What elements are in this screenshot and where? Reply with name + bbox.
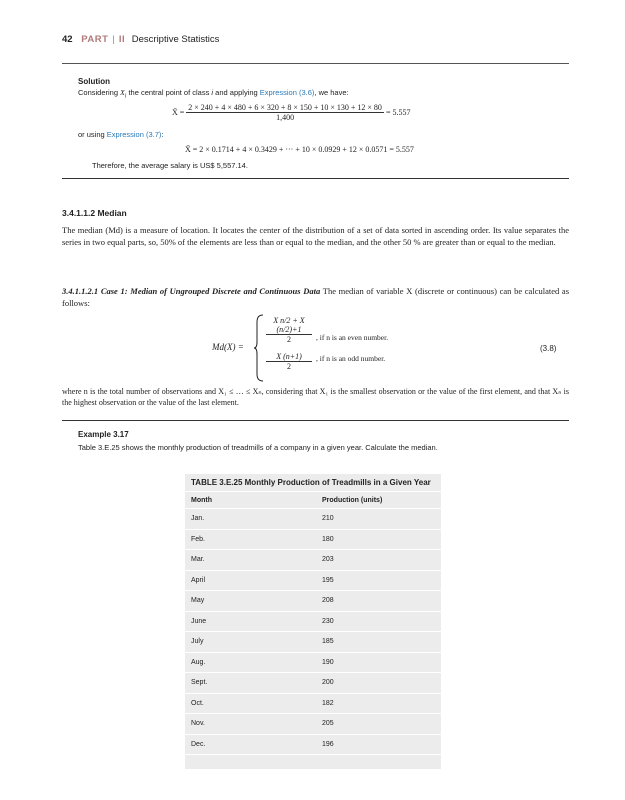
odd-condition: , if n is an odd number. [316,354,386,363]
eq1-lhs: X̄ = [172,108,185,117]
expression-link-3-6[interactable]: Expression (3.6) [259,88,315,97]
part-number: II [118,34,126,45]
eq1-fraction [186,103,384,122]
expression-link-3-7[interactable]: Expression (3.7) [106,130,162,139]
odd-case-fraction [266,352,312,371]
eq1-numerator: 2 × 240 + 4 × 480 + 6 × 320 + 8 × 150 + 10 × 130 + 12 × 80 [188,103,382,112]
table-row [185,694,441,715]
eq1-rhs: = 5.557 [385,108,411,117]
example-text: Table 3.E.25 shows the monthly production of treadmills of a company in a given year. Calculate the median. [78,443,438,452]
table-caption: TABLE 3.E.25 Monthly Production of Treadmills in a Given Year [185,474,441,492]
even-numerator: X n/2 + X (n/2)+1 [266,316,312,335]
table-body [185,509,441,755]
cell-production: 190 [322,658,334,666]
left-brace-icon [254,314,264,382]
cell-production: 230 [322,617,334,625]
odd-denominator: 2 [287,362,291,371]
section-title-median: 3.4.1.1.2 Median [62,208,127,218]
equation-mean-2: X̄ = 2 × 0.1714 + 4 × 0.3429 + ··· + 10 × 0.0929 + 12 × 0.0571 = 5.557 [185,145,414,154]
table-row [185,673,441,694]
table-row [185,653,441,674]
cell-production: 182 [322,699,334,707]
column-header-production: Production (units) [322,497,383,504]
example-title: Example 3.17 [78,430,129,439]
var-x: X [120,88,125,97]
cell-month: Oct. [191,699,204,707]
solution-line1 [78,88,349,100]
or-using-line [78,130,163,139]
cell-month: April [191,576,206,584]
table-footer-space [185,755,441,769]
case1-title: 3.4.1.1.2.1 Case 1: Median of Ungrouped Discrete and Continuous Data [62,286,321,296]
table-row [185,612,441,633]
median-paragraph: The median (Md) is a measure of location. It locates the center of the distribution of a set of data sorted in ascending order. Its value separates the series in two equal parts, so, 50% of the elements are less than or equal to the median, and the other 50 % are greater than or equal to the median. [62,225,569,247]
table-row [185,509,441,530]
cell-month: Mar. [191,556,205,564]
chapter-title: Descriptive Statistics [131,34,220,45]
part-label: PART [81,34,109,45]
cell-production: 208 [322,597,334,605]
case1-text: The median of variable X (discrete or continuous) can be calculated as follows: [62,286,570,308]
text-span: , we have: [314,88,349,97]
page-header [62,34,219,45]
var-i-sub: i [124,93,127,100]
equation-mean-1 [172,103,410,122]
where-paragraph: where n is the total number of observations and X₁ ≤ … ≤ Xₙ, considering that X₁ is the smallest observation or the value of the first element, and that Xₙ is the highest observation or the value of the last element. [62,387,569,407]
cell-month: Dec. [191,740,206,748]
cell-month: Jan. [191,515,205,523]
cell-month: Sept. [191,679,208,687]
cell-production: 195 [322,576,334,584]
even-condition: , if n is an even number. [316,333,389,342]
cell-month: Nov. [191,720,205,728]
table-row [185,735,441,756]
production-table [185,474,441,769]
eq1-denominator: 1,400 [276,113,295,122]
table-row [185,550,441,571]
cell-production: 185 [322,638,334,646]
equation-label: (3.8) [540,344,557,353]
var-i: i [211,88,214,97]
cell-month: June [191,617,207,625]
cell-month: Feb. [191,535,206,543]
solution-conclusion: Therefore, the average salary is US$ 5,557.14. [92,161,248,170]
table-row [185,714,441,735]
solution-title: Solution [78,77,110,86]
cell-month: May [191,597,205,605]
text-span: the central point of class [126,88,212,97]
even-case-fraction [266,316,312,344]
text-span: and applying [213,88,260,97]
cell-production: 196 [322,740,334,748]
cell-production: 203 [322,556,334,564]
table-row [185,530,441,551]
cell-month: July [191,638,204,646]
page-number: 42 [62,34,73,45]
cell-production: 210 [322,515,334,523]
even-denominator: 2 [287,335,291,344]
table-row [185,571,441,592]
text-span: : [161,130,164,139]
odd-numerator: X (n+1) [266,352,312,362]
case1-paragraph [62,285,569,309]
part-separator: | [112,34,115,45]
cell-month: Aug. [191,658,206,666]
table-header [185,492,441,509]
text-span: or using [78,130,107,139]
md-lhs: Md(X) = [212,342,244,352]
cell-production: 205 [322,720,334,728]
table-row [185,632,441,653]
text-span: Considering [78,88,121,97]
cell-production: 180 [322,535,334,543]
column-header-month: Month [191,497,212,504]
table-row [185,591,441,612]
cell-production: 200 [322,679,334,687]
example-divider [62,420,569,421]
